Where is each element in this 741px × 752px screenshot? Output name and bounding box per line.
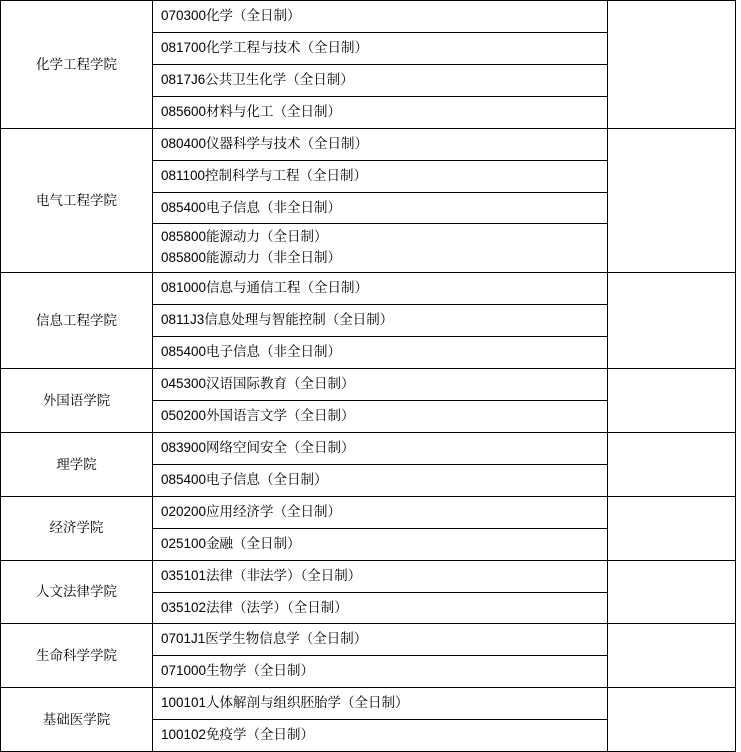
major-entry <box>153 305 607 337</box>
notes-cell <box>608 496 736 560</box>
majors-cell <box>153 128 608 273</box>
majors-cell <box>153 1 608 129</box>
major-entry <box>153 193 607 225</box>
major-label: 070300化学（全日制） <box>161 8 301 23</box>
major-label: 045300汉语国际教育（全日制） <box>161 376 355 392</box>
major-entry <box>153 369 607 401</box>
majors-cell <box>153 496 608 560</box>
major-label: 025100金融（全日制） <box>161 535 301 551</box>
major-entry <box>153 465 607 496</box>
notes-cell <box>608 273 736 369</box>
major-entry <box>153 97 607 128</box>
college-cell: 理学院 <box>1 432 153 496</box>
major-label: 0811J3信息处理与智能控制（全日制） <box>161 312 394 328</box>
major-entry <box>153 337 607 368</box>
major-label: 085600材料与化工（全日制） <box>161 103 342 119</box>
majors-cell <box>153 432 608 496</box>
notes-cell <box>608 369 736 433</box>
major-label: 035102法律（法学）（全日制） <box>161 599 348 615</box>
major-label: 071000生物学（全日制） <box>161 663 315 679</box>
table-row <box>1 560 736 624</box>
major-entry <box>153 161 607 193</box>
major-entry <box>153 433 607 465</box>
major-label: 083900网络空间安全（全日制） <box>161 439 355 455</box>
major-entry <box>153 401 607 432</box>
major-label: 050200外国语言文学（全日制） <box>161 407 355 423</box>
major-label: 085400电子信息（非全日制） <box>161 199 342 215</box>
college-cell: 人文法律学院 <box>1 560 153 624</box>
table-row <box>1 496 736 560</box>
major-label: 080400仪器科学与技术（全日制） <box>161 135 369 151</box>
major-entry <box>153 561 607 593</box>
major-entry <box>153 688 607 720</box>
notes-cell <box>608 560 736 624</box>
major-entry <box>153 720 607 751</box>
major-label: 100101人体解剖与组织胚胎学（全日制） <box>161 695 409 711</box>
major-label: 085400电子信息（非全日制） <box>161 344 342 360</box>
table-row <box>1 273 736 369</box>
major-label: 085800能源动力（全日制） <box>161 229 328 245</box>
table-row <box>1 624 736 688</box>
major-entry <box>153 529 607 560</box>
majors-cell <box>153 624 608 688</box>
major-label: 035101法律（非法学）（全日制） <box>161 567 362 583</box>
major-label: 081700化学工程与技术（全日制） <box>161 39 369 55</box>
college-cell: 经济学院 <box>1 496 153 560</box>
table-row <box>1 128 736 273</box>
majors-cell <box>153 273 608 369</box>
major-entry <box>153 497 607 529</box>
table-row <box>1 1 736 129</box>
major-entry <box>153 273 607 305</box>
college-cell: 基础医学院 <box>1 688 153 752</box>
major-label: 0817J6公共卫生化学（全日制） <box>161 71 354 87</box>
major-entry <box>153 624 607 656</box>
major-entry <box>153 593 607 624</box>
notes-cell <box>608 128 736 273</box>
table-row <box>1 432 736 496</box>
major-label: 085800能源动力（非全日制） <box>161 250 342 266</box>
major-label: 100102免疫学（全日制） <box>161 727 315 743</box>
major-entry <box>153 33 607 65</box>
major-label: 085400电子信息（全日制） <box>161 471 328 487</box>
college-cell: 生命科学学院 <box>1 624 153 688</box>
notes-cell <box>608 432 736 496</box>
table-row <box>1 369 736 433</box>
major-entry <box>153 224 607 272</box>
college-cell: 化学工程学院 <box>1 1 153 129</box>
notes-cell <box>608 1 736 129</box>
major-entry <box>153 1 607 33</box>
majors-cell <box>153 688 608 752</box>
college-cell: 电气工程学院 <box>1 128 153 273</box>
table-body <box>1 1 736 752</box>
majors-cell <box>153 369 608 433</box>
major-entry <box>153 656 607 687</box>
major-entry <box>153 65 607 97</box>
majors-cell <box>153 560 608 624</box>
major-label: 081000信息与通信工程（全日制） <box>161 280 369 296</box>
college-cell: 信息工程学院 <box>1 273 153 369</box>
major-label: 020200应用经济学（全日制） <box>161 503 342 519</box>
notes-cell <box>608 688 736 752</box>
table-row <box>1 688 736 752</box>
major-label: 0701J1医学生物信息学（全日制） <box>161 631 368 647</box>
major-entry <box>153 129 607 161</box>
college-cell: 外国语学院 <box>1 369 153 433</box>
notes-cell <box>608 624 736 688</box>
major-label: 081100控制科学与工程（全日制） <box>161 167 368 183</box>
